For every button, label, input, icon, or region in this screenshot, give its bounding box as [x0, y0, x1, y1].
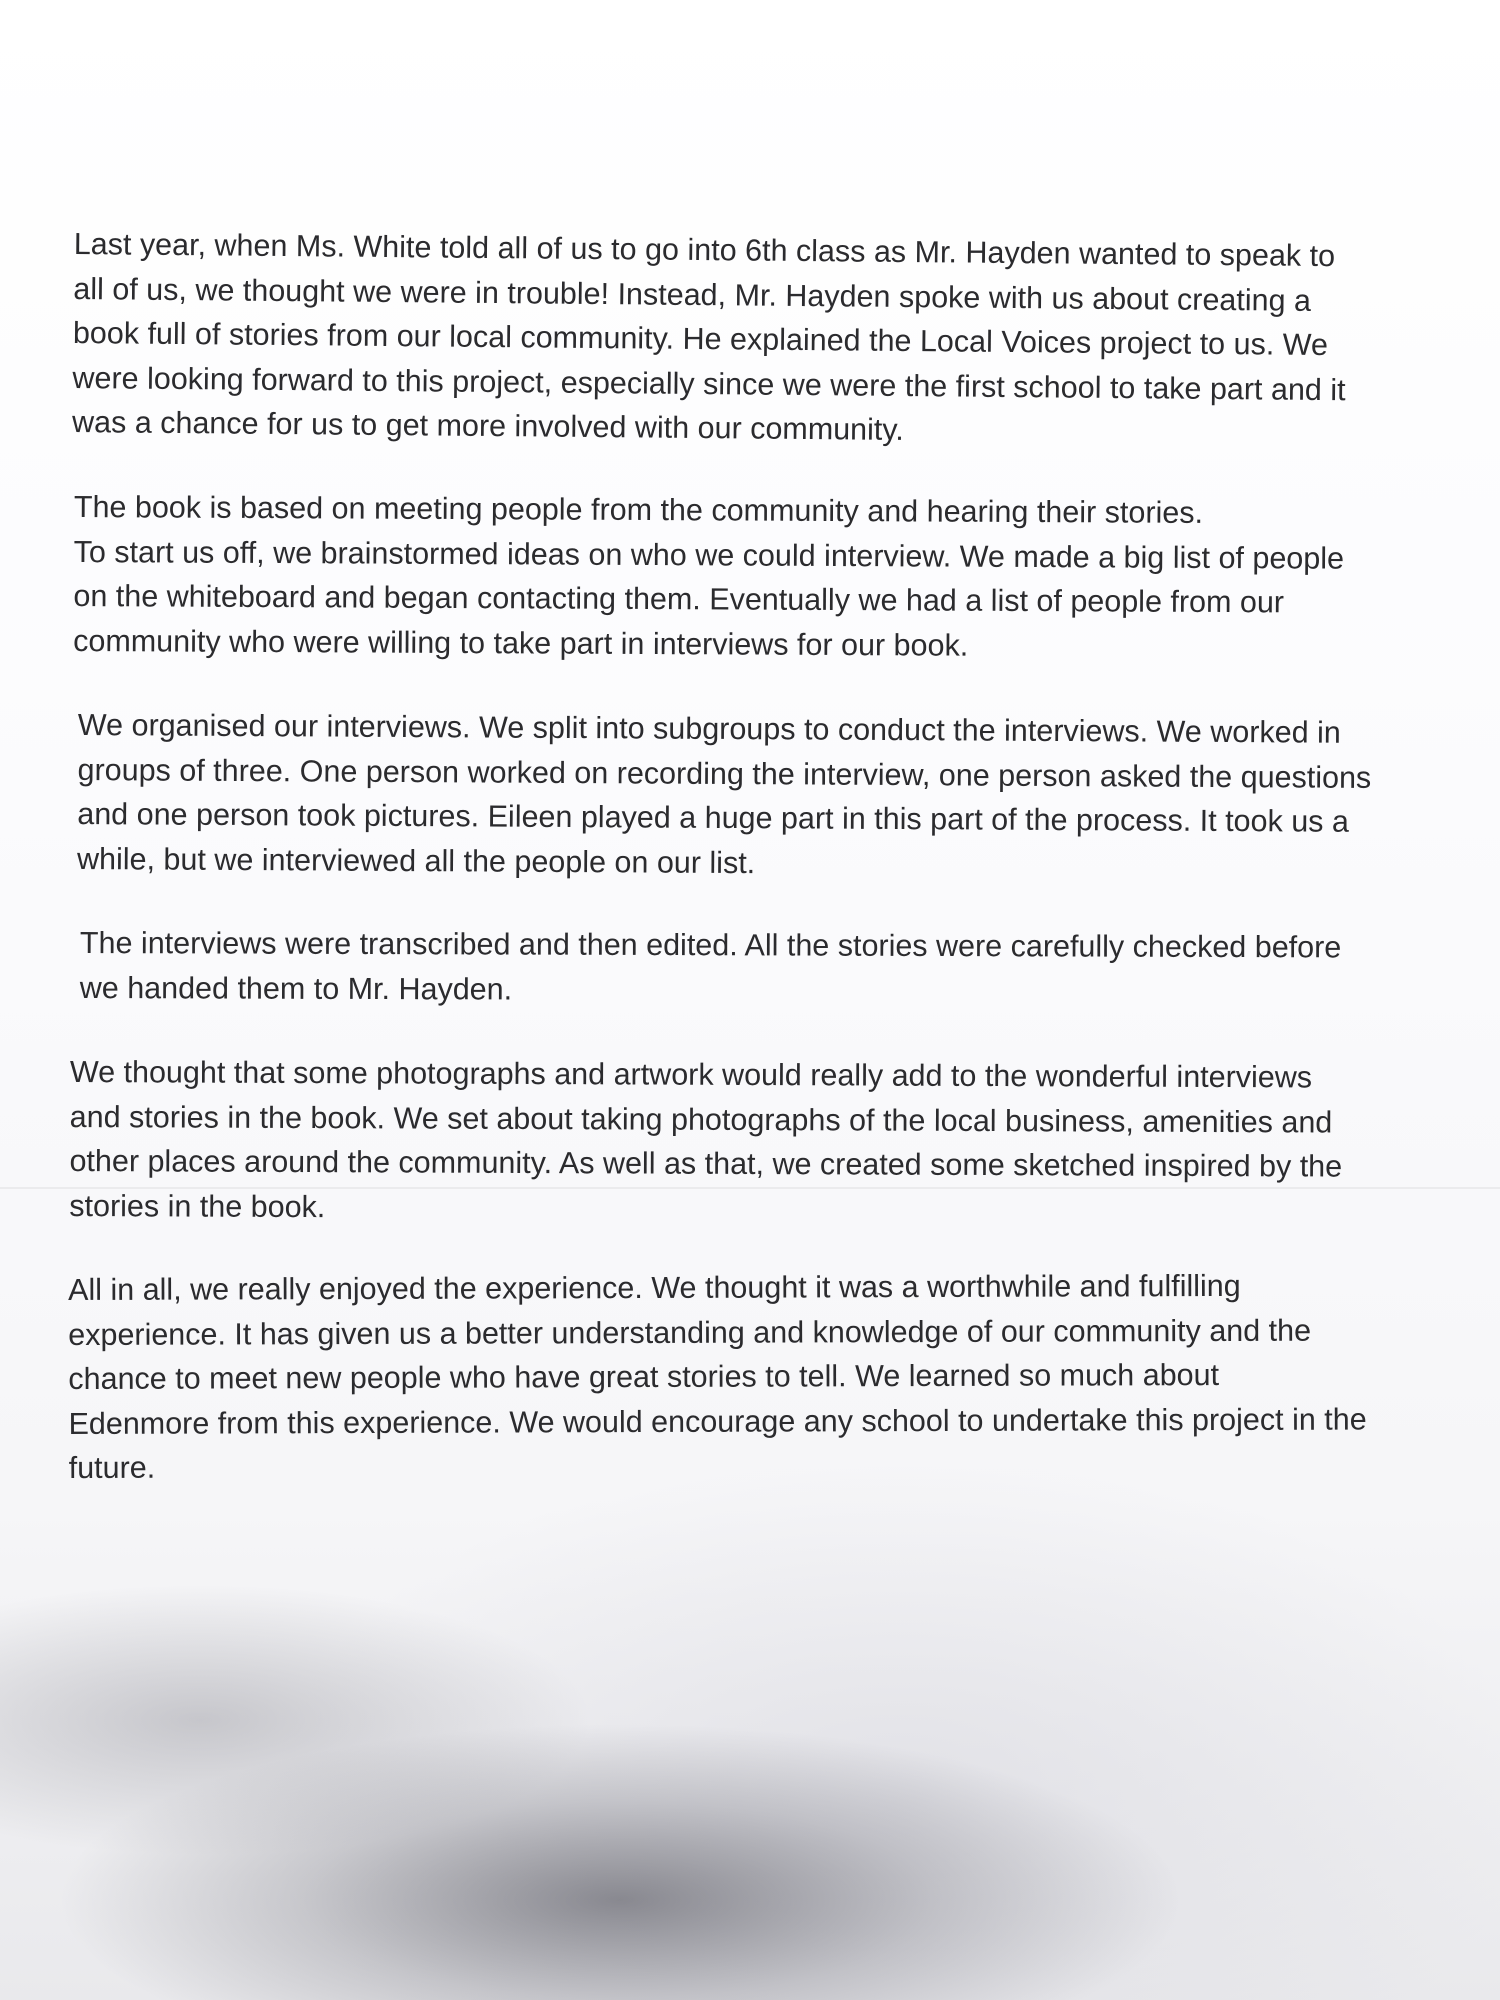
paragraph-line: Edenmore from this experience. We would encourage any school to undertake this project in the	[68, 1401, 1367, 1440]
paragraph-line: on the whiteboard and began contacting them. Eventually we had a list of people from our	[73, 578, 1285, 619]
paragraph-6	[68, 1263, 1465, 1490]
paragraph-line: The book is based on meeting people from the community and hearing their stories.	[73, 489, 1204, 530]
paragraph-line: To start us off, we brainstormed ideas on who we could interview. We made a big list of people	[73, 533, 1345, 575]
paragraph-line: We organised our interviews. We split into subgroups to conduct the interviews. We worked in	[77, 707, 1341, 750]
paragraph-line: was a chance for us to get more involved with our community.	[71, 404, 904, 447]
paragraph-line: stories in the book.	[69, 1187, 326, 1224]
paragraph-2	[73, 485, 1464, 670]
paragraph-line: we handed them to Mr. Hayden.	[79, 969, 513, 1006]
paragraph-line: groups of three. One person worked on recording the interview, one person asked the questions	[77, 751, 1372, 794]
paragraph-line: book full of stories from our local community. He explained the Local Voices project to us. We	[72, 315, 1329, 363]
paragraph-3	[77, 703, 1464, 889]
paragraph-line: experience. It has given us a better understanding and knowledge of our community and the	[68, 1312, 1312, 1351]
paragraph-line: chance to meet new people who have great stories to tell. We learned so much about	[68, 1357, 1220, 1396]
document-body	[68, 222, 1464, 1530]
paragraph-line: Last year, when Ms. White told all of us to go into 6th class as Mr. Hayden wanted to speak to	[73, 226, 1336, 274]
paragraph-1	[72, 222, 1464, 458]
paragraph-line: all of us, we thought we were in trouble! Instead, Mr. Hayden spoke with us about creating a	[73, 271, 1312, 318]
paragraph-line: The interviews were transcribed and then edited. All the stories were carefully checked before	[79, 925, 1342, 964]
paragraph-4	[80, 921, 1464, 1015]
paragraph-line: community who were willing to take part in interviews for our book.	[73, 622, 969, 662]
paragraph-line: other places around the community. As well as that, we created some sketched inspired by the	[69, 1143, 1343, 1184]
paragraph-line: future.	[68, 1450, 156, 1485]
paragraph-line: All in all, we really enjoyed the experience. We thought it was a worthwhile and fulfilling	[68, 1268, 1241, 1307]
paragraph-line: were looking forward to this project, especially since we were the first school to take part and it	[72, 360, 1346, 407]
paragraph-line: and stories in the book. We set about taking photographs of the local business, amenities and	[69, 1098, 1333, 1139]
paragraph-line: We thought that some photographs and artwork would really add to the wonderful interviews	[69, 1054, 1313, 1094]
paragraph-line: while, but we interviewed all the people on our list.	[76, 840, 756, 880]
paragraph-line: and one person took pictures. Eileen played a huge part in this part of the process. It took us a	[77, 796, 1350, 839]
paragraph-5	[69, 1050, 1464, 1234]
